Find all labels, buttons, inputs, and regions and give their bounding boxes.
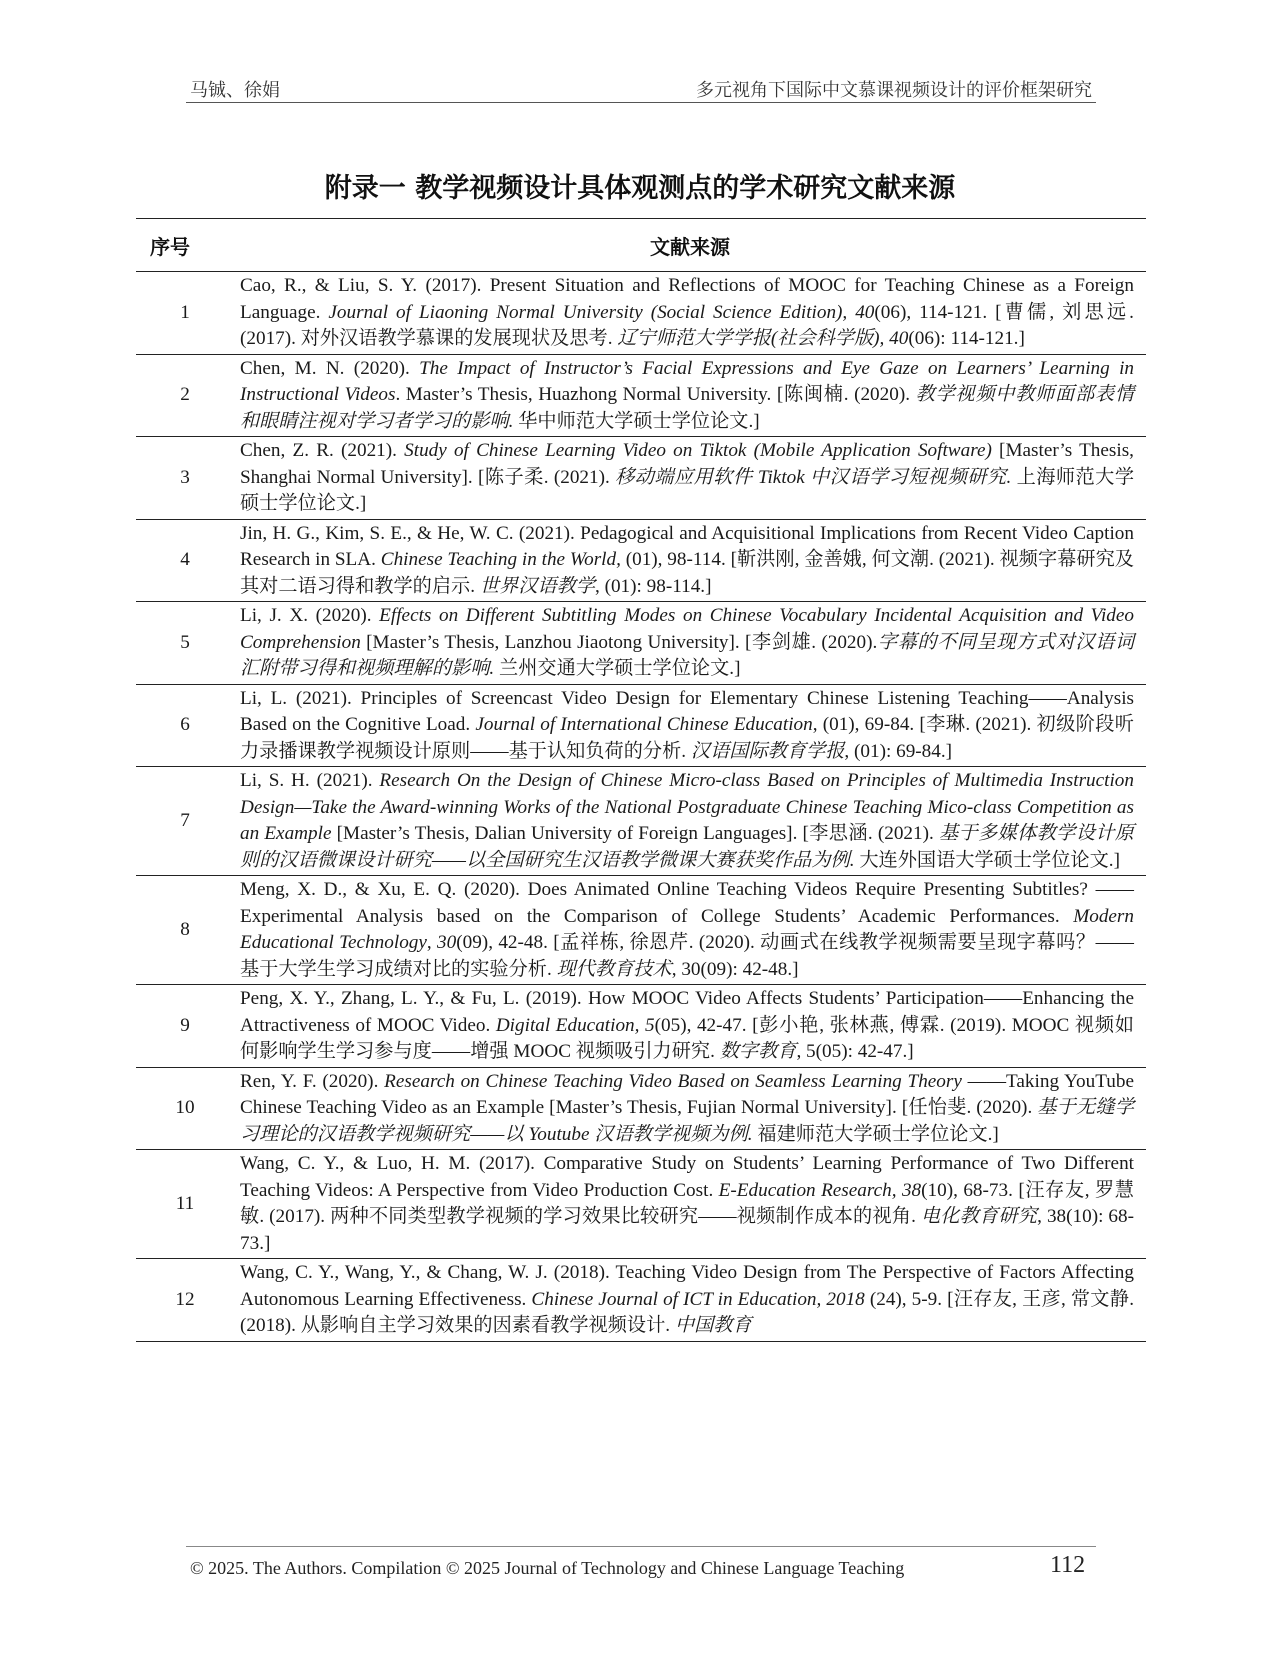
reference-segment: Cao, R., & Liu, S. Y. (2017). Present Situation and Reflections of MOOC for Teaching Chinese as a Foreign Language. [240, 275, 1134, 323]
reference-italic-segment: 字幕的不同呈现方式对汉语词汇附带习得和视频理解的影响. [240, 631, 1135, 679]
reference-segment: Chen, M. N. (2020). [240, 357, 420, 379]
reference-segment: Wang, C. Y., & Luo, H. M. (2017). Comparative Study on Students’ Learning Performance of Two Different Teaching Videos: A Perspective from Video Production Cost. [240, 1153, 1134, 1201]
table-header-row [136, 219, 1146, 272]
reference-italic-segment: 汉语国际教育学报 [690, 740, 845, 762]
reference-text [234, 602, 1146, 685]
row-number: 5 [180, 631, 190, 653]
table-row [136, 354, 1146, 437]
reference-segment: 福建师范大学硕士学位论文.] [752, 1123, 999, 1145]
reference-segment: Li, J. X. (2020). [240, 605, 380, 626]
reference-segment: (10), 68-73. [汪存友, 罗慧敏. (2017). 两种不同类型教学视频的学习效果比较研究——视频制作成本的视角. [240, 1179, 1134, 1227]
reference-italic-segment: Chinese Teaching in the World, [380, 549, 621, 570]
footer-divider [186, 1546, 1096, 1547]
reference-segment: [Master’s Thesis, Lanzhou Jiaotong University]. [李剑雄. (2020). [360, 631, 878, 653]
reference-italic-segment: The Impact of Instructor’s Facial Expressions and Eye Gaze on Learners’ Learning in Instructional Videos [240, 357, 1134, 405]
row-number: 10 [175, 1097, 195, 1118]
header-authors: 马铖、徐娟 [190, 80, 280, 100]
row-number: 11 [175, 1192, 195, 1214]
reference-text [234, 876, 1146, 985]
reference-italic-segment: Research On the Design of Chinese Micro-class Based on Principles of Multimedia Instruction Design—Take the Award-winning Works of the National Postgraduate Chinese Teaching Mico-class Competition as an Example [240, 770, 1134, 844]
reference-segment: (06): 114-121.] [908, 328, 1025, 349]
appendix-title: 附录一 教学视频设计具体观测点的学术研究文献来源 [324, 173, 956, 204]
references-table [136, 218, 1146, 1342]
reference-segment: Li, L. (2021). Principles of Screencast Video Design for Elementary Chinese Listening Teaching——Analysis Based on the Cognitive Load. [240, 687, 1134, 735]
references-body [136, 272, 1146, 1342]
header-running-title: 多元视角下国际中文慕课视频设计的评价框架研究 [696, 80, 1092, 100]
table-row [136, 272, 1146, 355]
row-number: 12 [175, 1288, 195, 1310]
reference-segment: (01), 98-114. [靳洪刚, 金善娥, 何文潮. (2021). 视频字幕研究及其对二语习得和教学的启示. [240, 549, 1134, 597]
reference-italic-segment: 教学视频中教师面部表情和眼睛注视对学习者学习的影响. [240, 384, 1135, 432]
row-number: 3 [180, 466, 190, 488]
row-number: 1 [180, 301, 190, 323]
reference-italic-segment: Chinese Journal of ICT in Education, 2018 [531, 1288, 865, 1310]
reference-segment: , 30(09): 42-48.] [671, 958, 799, 980]
reference-italic-segment: Journal of International Chinese Education [475, 714, 813, 735]
reference-text [234, 272, 1146, 355]
table-row [136, 684, 1146, 767]
reference-text [234, 985, 1146, 1068]
table-row [136, 519, 1146, 602]
reference-segment: , 5(05): 42-47.] [796, 1041, 914, 1062]
reference-segment: Peng, X. Y., Zhang, L. Y., & Fu, L. (2019). How MOOC Video Affects Students’ Participation——Enhancing the Attractiveness of MOOC Video. [240, 988, 1134, 1036]
reference-text [234, 1067, 1146, 1150]
column-header-number: 序号 [150, 234, 190, 259]
reference-segment: 大连外国语大学硕士学位论文.] [854, 849, 1120, 871]
reference-italic-segment: 移动端应用软件 Tiktok 中汉语学习短视频研究. [615, 466, 1012, 488]
reference-segment: [Master’s Thesis, Shanghai Normal University]. [陈子柔. (2021). [240, 440, 1134, 488]
row-number: 8 [180, 918, 190, 940]
table-row [136, 767, 1146, 876]
reference-segment: Meng, X. D., & Xu, E. Q. (2020). Does Animated Online Teaching Videos Require Presenting Subtitles? ——Experimental Analysis based on the Comparison of College Students’ Academic Performances. [240, 879, 1134, 927]
reference-segment: 华中师范大学硕士学位论文.] [513, 410, 760, 432]
reference-italic-segment: 中国教育 [674, 1315, 752, 1336]
table-row [136, 985, 1146, 1068]
reference-segment: (06), 114-121. [曹儒, 刘思远. (2017). 对外汉语教学慕课的发展现状及思考. [240, 301, 1134, 349]
reference-italic-segment: 30 [437, 932, 457, 953]
reference-italic-segment: 世界汉语教学 [479, 575, 595, 597]
reference-italic-segment: Study of Chinese Learning Video on Tiktok (Mobile Application Software) [404, 440, 992, 461]
reference-italic-segment: Journal of Liaoning Normal University (Social Science Edition), 40 [328, 301, 875, 323]
table-row [136, 437, 1146, 520]
reference-segment: (24), 5-9. [汪存友, 王彦, 常文静. (2018). 从影响自主学习效果的因素看教学视频设计. [240, 1288, 1135, 1336]
reference-text [234, 1259, 1146, 1342]
reference-segment: ——Taking YouTube Chinese Teaching Video as an Example [Master’s Thesis, Fujian Normal University]. [任怡斐. (2020). [240, 1070, 1134, 1118]
table-row [136, 876, 1146, 985]
reference-segment: 兰州交通大学硕士学位论文.] [494, 658, 741, 679]
reference-italic-segment: 现代教育技术 [556, 958, 672, 980]
reference-italic-segment: Effects on Different Subtitling Modes on Chinese Vocabulary Incidental Acquisition and Video Comprehension [240, 605, 1135, 653]
reference-text [234, 1150, 1146, 1259]
column-header-source: 文献来源 [650, 234, 730, 259]
reference-italic-segment: 基于无缝学习理论的汉语教学视频研究——以 Youtube 汉语教学视频为例. [240, 1097, 1134, 1145]
reference-italic-segment: 数字教育 [719, 1041, 797, 1062]
table-row [136, 1067, 1146, 1150]
reference-italic-segment: Modern Educational Technology [240, 905, 1134, 953]
table-row [136, 1259, 1146, 1342]
reference-segment: , (01): 98-114.] [594, 575, 712, 597]
reference-segment: . Master’s Thesis, Huazhong Normal University. [陈闽楠. (2020). [395, 384, 916, 405]
reference-italic-segment: E-Education Research, 38 [718, 1179, 922, 1201]
reference-segment: Wang, C. Y., Wang, Y., & Chang, W. J. (2018). Teaching Video Design from The Perspective of Factors Affecting Autonomous Learning Effectiveness. [240, 1262, 1134, 1310]
reference-segment: Jin, H. G., Kim, S. E., & He, W. C. (2021). Pedagogical and Acquisitional Implications from Recent Video Caption Research in SLA. [240, 522, 1134, 570]
reference-segment: , [426, 932, 438, 953]
reference-segment: Li, S. H. (2021). [240, 770, 380, 791]
running-header [186, 72, 1096, 103]
row-number: 7 [180, 809, 190, 831]
row-number: 4 [180, 549, 190, 570]
reference-segment: , 38(10): 68-73.] [240, 1206, 1134, 1254]
reference-segment: , (01), 69-84. [李琳. (2021). 初级阶段听力录播课教学视频设计原则——基于认知负荷的分析. [240, 714, 1134, 762]
row-number: 2 [180, 384, 190, 405]
reference-italic-segment: Research on Chinese Teaching Video Based on Seamless Learning Theory [384, 1070, 962, 1092]
reference-segment: (09), 42-48. [孟祥栋, 徐恩芹. (2020). 动画式在线教学视频需要呈现字幕吗？——基于大学生学习成绩对比的实验分析. [240, 932, 1134, 980]
reference-text [234, 437, 1146, 520]
page-number: 112 [1050, 1552, 1086, 1578]
reference-text [234, 519, 1146, 602]
reference-segment: , (01): 69-84.] [844, 740, 953, 762]
reference-italic-segment: 辽宁师范大学学报(社会科学版), 40 [617, 328, 909, 349]
table-row [136, 602, 1146, 685]
row-number: 9 [180, 1014, 190, 1036]
reference-segment: 上海师范大学硕士学位论文.] [240, 466, 1135, 514]
row-number: 6 [180, 714, 190, 735]
reference-text [234, 767, 1146, 876]
reference-segment: Chen, Z. R. (2021). [240, 440, 405, 461]
reference-italic-segment: 基于多媒体教学设计原则的汉语微课设计研究——以全国研究生汉语教学微课大赛获奖作品为例. [240, 823, 1134, 871]
reference-segment: Ren, Y. F. (2020). [240, 1070, 385, 1092]
reference-text [234, 684, 1146, 767]
table-row [136, 1150, 1146, 1259]
reference-segment: (05), 42-47. [彭小艳, 张林燕, 傅霖. (2019). MOOC 视频如何影响学生学习参与度——增强 MOOC 视频吸引力研究. [240, 1014, 1134, 1062]
reference-italic-segment: 电化教育研究 [920, 1206, 1038, 1227]
reference-segment: [Master’s Thesis, Dalian University of Foreign Languages]. [李思涵. (2021). [331, 823, 939, 844]
reference-italic-segment: Digital Education, 5 [495, 1014, 655, 1036]
reference-text [234, 354, 1146, 437]
footer-copyright: © 2025. The Authors. Compilation © 2025 Journal of Technology and Chinese Language Teaching [190, 1558, 905, 1578]
